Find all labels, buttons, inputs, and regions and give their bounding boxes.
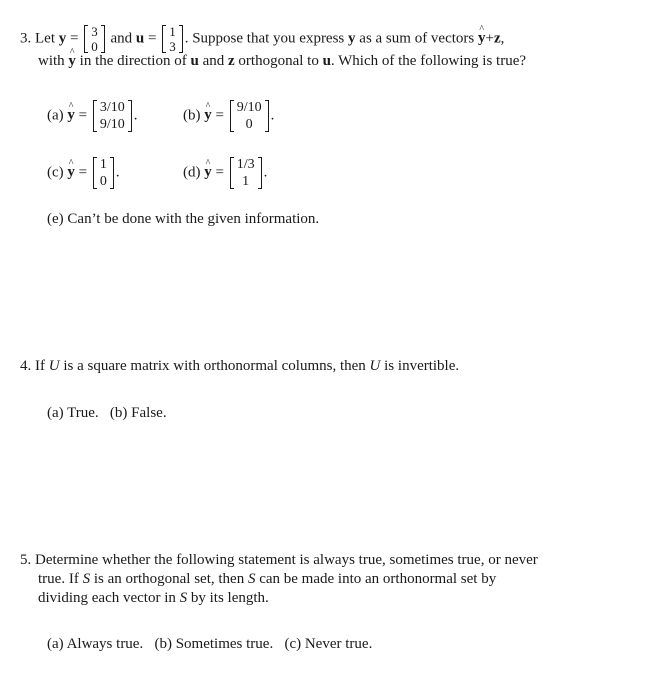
q3-option-d: (d) y ^ = 1/3 1 .	[183, 156, 267, 190]
q5-line-1: 5. Determine whether the following statement is always true, sometimes true, or never	[20, 552, 538, 568]
option-a-vector: 3/10 9/10	[93, 99, 132, 133]
q3-option-b: (b) y ^ = 9/10 0 .	[183, 99, 274, 133]
q5-option-c: (c) Never true.	[284, 636, 373, 652]
option-c-vector: 1 0	[93, 156, 114, 190]
vector-y: 3 0	[84, 24, 105, 54]
q4-option-a: (a) True.	[47, 405, 99, 421]
option-b-vector: 9/10 0	[230, 99, 269, 133]
q3-line-2: with y ^ in the direction of u and z orthogonal to u. Which of the following is true?	[38, 52, 526, 71]
q3-option-c: (c) y ^ = 1 0 .	[47, 156, 120, 190]
q5-option-a: (a) Always true.	[47, 636, 144, 652]
q4-statement: 4. If U is a square matrix with orthonormal columns, then U is invertible.	[20, 358, 460, 374]
q4-option-b: (b) False.	[109, 405, 167, 421]
q3-option-e: (e) Can’t be done with the given information.	[47, 211, 320, 227]
q5-line-3: dividing each vector in S by its length.	[38, 590, 269, 606]
q4-options	[47, 404, 167, 423]
q3-line-1: 3. Let y = 3 0 and u = 1 3 . Suppose that you express y as a sum of vectors y ^+z,	[20, 24, 504, 54]
q5-line-2: true. If S is an orthogonal set, then S can be made into an orthonormal set by	[38, 571, 497, 587]
vector-u: 1 3	[162, 24, 183, 54]
option-d-vector: 1/3 1	[230, 156, 262, 190]
q5-options	[47, 635, 372, 654]
q3-option-a: (a) y ^ = 3/10 9/10 .	[47, 99, 138, 133]
q5-option-b: (b) Sometimes true.	[154, 636, 274, 652]
